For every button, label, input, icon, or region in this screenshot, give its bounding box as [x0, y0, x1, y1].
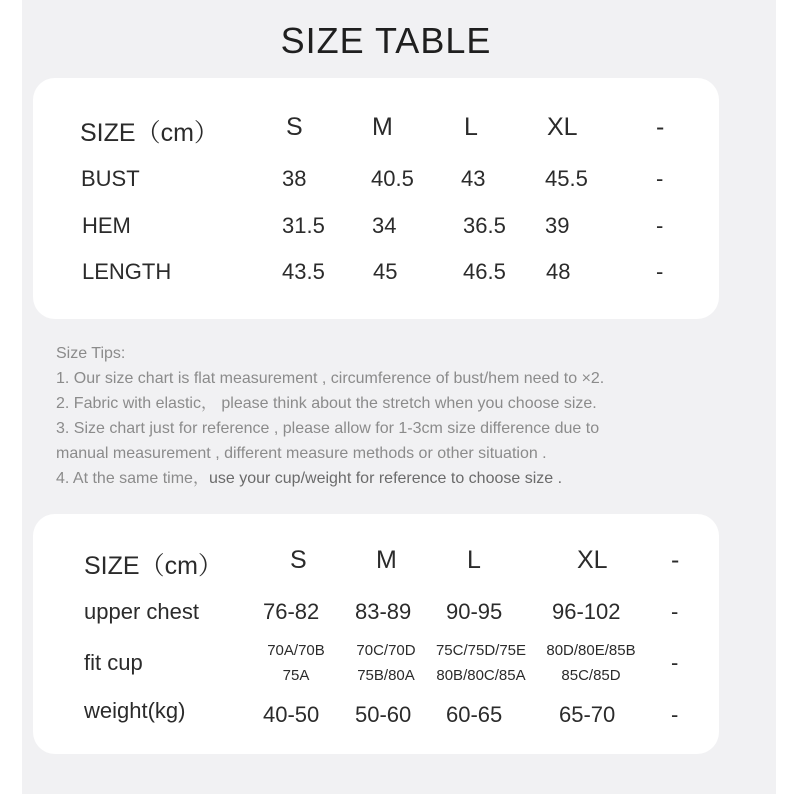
- tip-4: [56, 466, 736, 491]
- cell-fit-cup-m: [346, 638, 426, 688]
- cell-hem-xl: 39: [545, 213, 570, 238]
- tip-4-emphasis: use your cup/weight for reference to choose size .: [208, 470, 563, 487]
- cell-fit-cup-xl: [536, 638, 646, 688]
- cell-bust-dash: -: [656, 166, 664, 191]
- cell-length-xl: 48: [546, 259, 571, 284]
- header-s: S: [286, 113, 303, 141]
- cell-weight-s: 40-50: [263, 702, 320, 727]
- row-label-bust: BUST: [81, 166, 140, 191]
- cell-weight-l: 60-65: [446, 702, 503, 727]
- cup-line-1: 80D/80E/85B: [546, 642, 636, 659]
- cell-fit-cup-l: [426, 638, 536, 688]
- size-table-body: [33, 514, 719, 754]
- tip-3-continued: manual measurement , different measure methods or other situation .: [56, 445, 547, 462]
- header-size-cm: SIZE（cm）: [80, 119, 219, 147]
- header-dash: -: [671, 546, 680, 574]
- cell-length-s: 43.5: [282, 259, 325, 284]
- header-xl: XL: [547, 113, 578, 141]
- row-label-hem: HEM: [82, 213, 131, 238]
- cell-bust-xl: 45.5: [545, 166, 588, 191]
- row-label-upper-chest: upper chest: [84, 599, 199, 624]
- row-label-fit-cup: fit cup: [84, 650, 143, 675]
- cell-hem-dash: -: [656, 213, 664, 238]
- cup-line-1: 70A/70B: [267, 642, 325, 659]
- cup-line-2: 75A: [282, 667, 310, 684]
- tip-1: 1. Our size chart is flat measurement , circumference of bust/hem need to ×2.: [56, 370, 605, 387]
- cell-bust-s: 38: [282, 166, 307, 191]
- header-m: M: [376, 546, 397, 574]
- cell-bust-m: 40.5: [371, 166, 414, 191]
- cell-hem-s: 31.5: [282, 213, 325, 238]
- header-s: S: [290, 546, 307, 574]
- cell-bust-l: 43: [461, 166, 486, 191]
- cell-length-dash: -: [656, 259, 664, 284]
- cell-weight-xl: 65-70: [559, 702, 616, 727]
- cell-length-l: 46.5: [463, 259, 506, 284]
- cell-upper-chest-s: 76-82: [263, 599, 320, 624]
- size-tips: [56, 341, 736, 491]
- cell-upper-chest-dash: -: [671, 599, 679, 624]
- cell-fit-cup-dash: -: [671, 650, 679, 675]
- header-dash: -: [656, 113, 665, 141]
- cell-upper-chest-l: 90-95: [446, 599, 503, 624]
- tip-4-start: 4. At the same time，: [56, 470, 209, 487]
- header-l: L: [464, 113, 478, 141]
- cup-line-1: 75C/75D/75E: [435, 642, 527, 659]
- cell-hem-m: 34: [372, 213, 397, 238]
- tip-2: 2. Fabric with elastic， please think about the stretch when you choose size.: [56, 395, 597, 412]
- cell-length-m: 45: [373, 259, 398, 284]
- row-label-length: LENGTH: [82, 259, 172, 284]
- page-title: SIZE TABLE: [280, 20, 492, 61]
- cell-upper-chest-m: 83-89: [355, 599, 412, 624]
- cup-line-2: 80B/80C/85A: [436, 667, 526, 684]
- row-label-weight: weight(kg): [84, 698, 186, 723]
- cup-line-2: 75B/80A: [357, 667, 415, 684]
- cup-line-2: 85C/85D: [561, 667, 621, 684]
- tip-3: 3. Size chart just for reference , please allow for 1-3cm size difference due to: [56, 420, 600, 437]
- header-size-cm: SIZE（cm）: [84, 552, 223, 580]
- header-m: M: [372, 113, 393, 141]
- cell-weight-m: 50-60: [355, 702, 412, 727]
- cell-hem-l: 36.5: [463, 213, 506, 238]
- tips-heading: Size Tips:: [56, 345, 126, 362]
- cup-line-1: 70C/70D: [356, 642, 416, 659]
- cell-weight-dash: -: [671, 702, 679, 727]
- cell-upper-chest-xl: 96-102: [552, 599, 621, 624]
- header-l: L: [467, 546, 481, 574]
- cell-fit-cup-s: [256, 638, 336, 688]
- size-table-garment: [33, 78, 719, 319]
- header-xl: XL: [577, 546, 608, 574]
